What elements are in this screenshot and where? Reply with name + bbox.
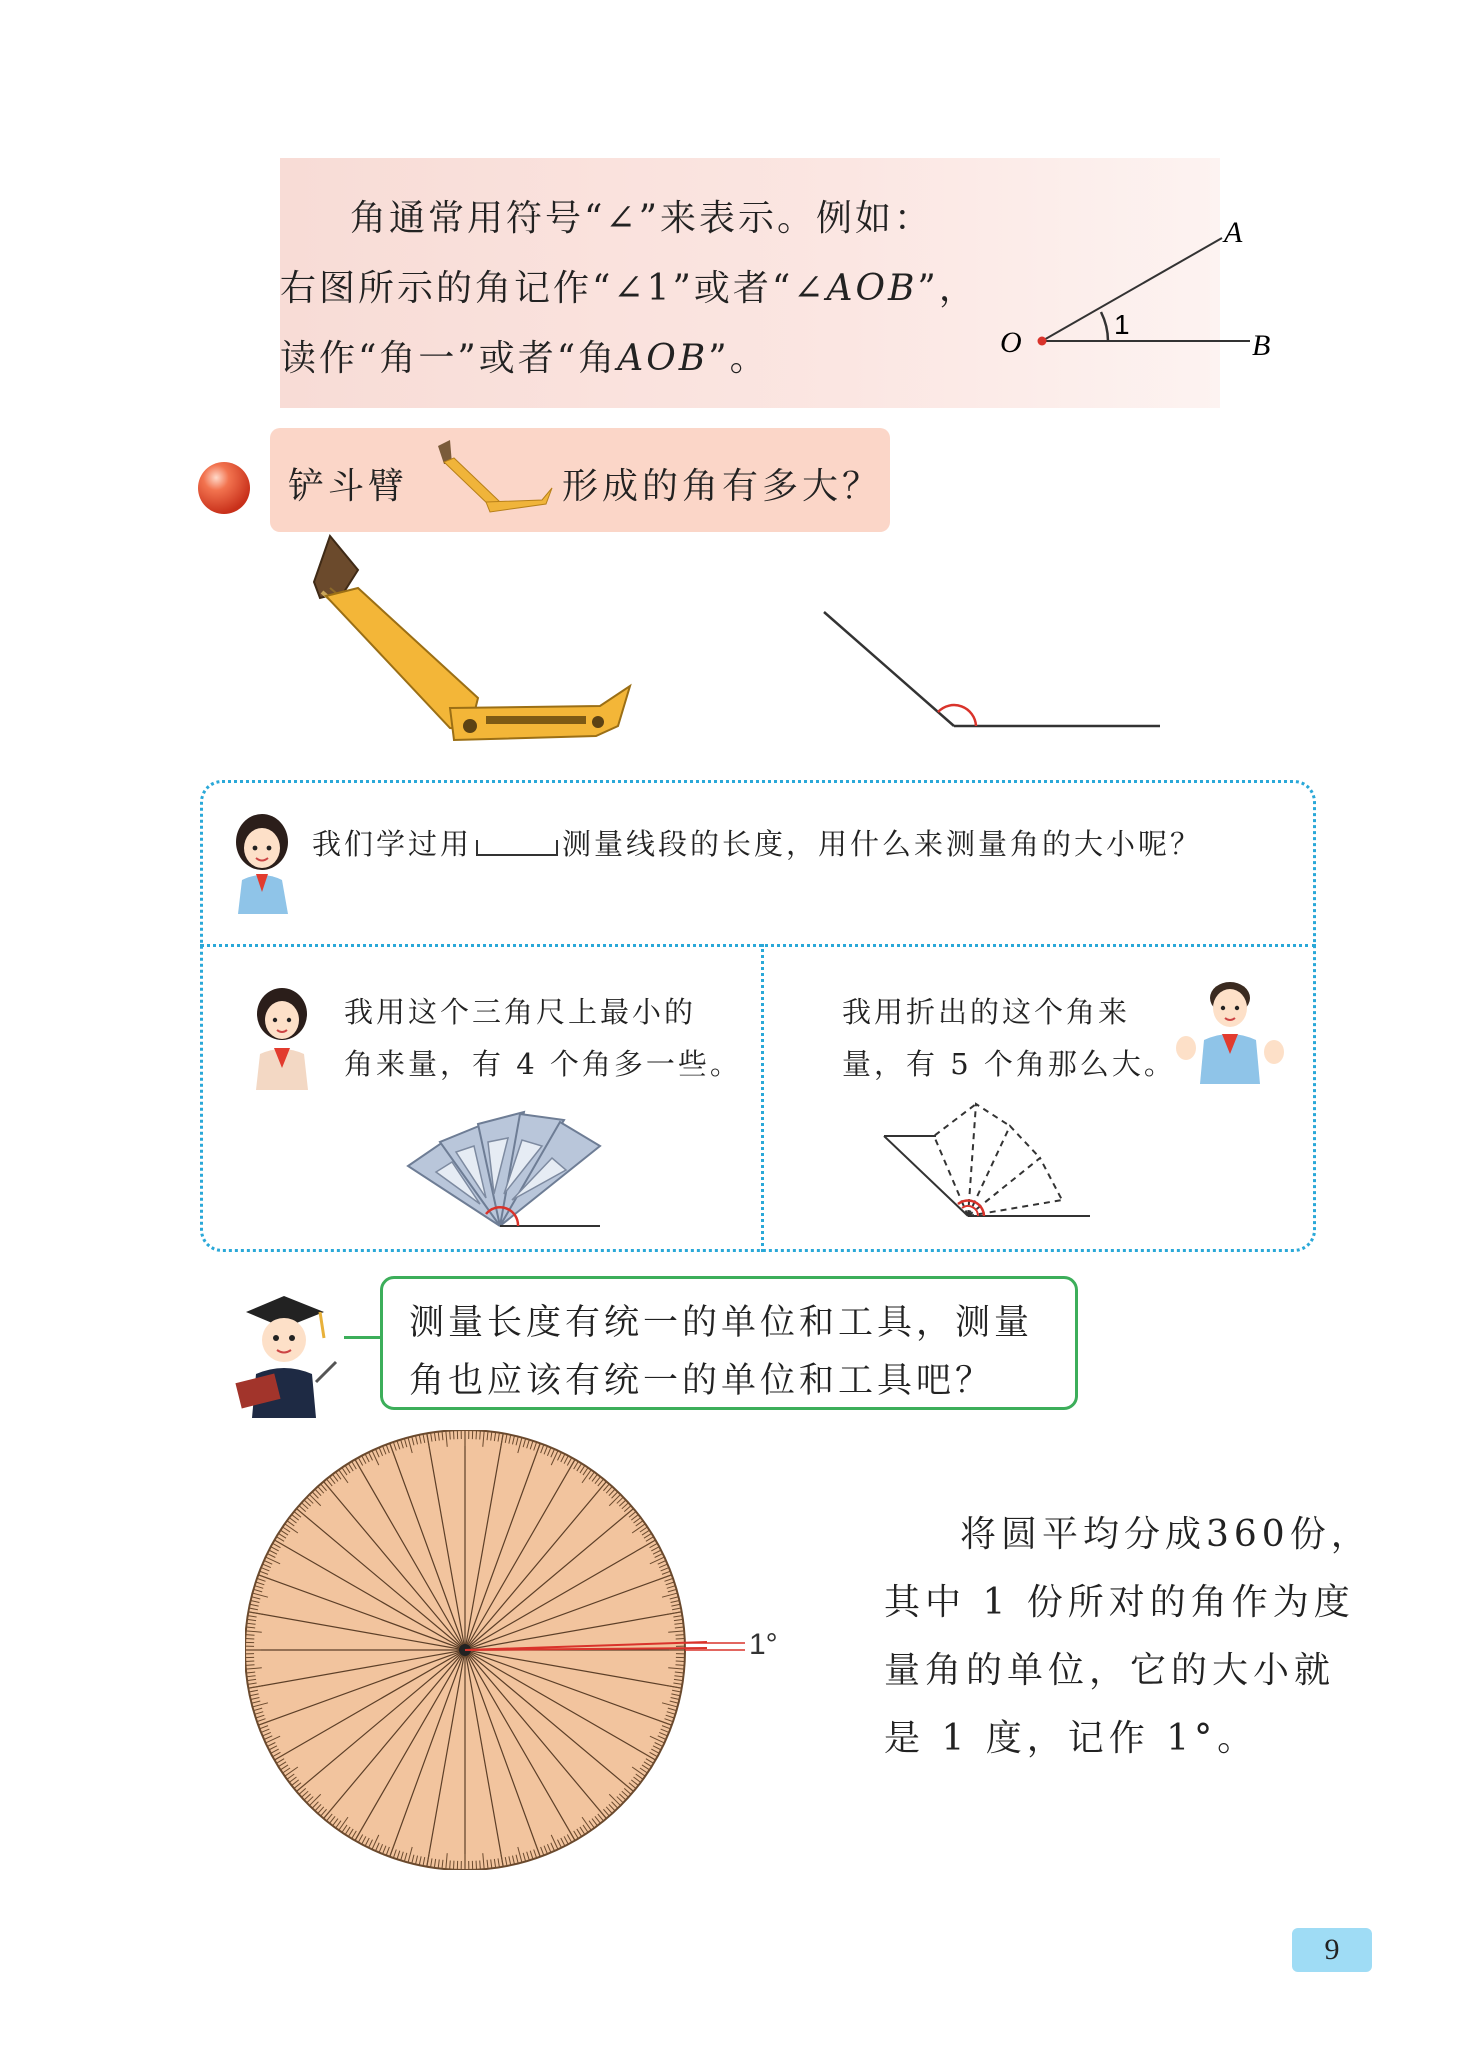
label-1: 1 xyxy=(1114,309,1130,340)
intro-line-2: 右图所示的角记作“∠1”或者“∠AOB”， xyxy=(280,268,978,309)
girl-avatar-top xyxy=(226,808,304,918)
bubble-line-1: 测量长度有统一的单位和工具，测量 xyxy=(409,1303,1034,1343)
degree-tick xyxy=(450,1860,451,1869)
question-suffix: 形成的角有多大？ xyxy=(562,466,883,507)
dialog-divider-horizontal xyxy=(200,944,1316,947)
right-cell-line-1: 我用折出的这个角来 xyxy=(842,995,1131,1029)
label-o: O xyxy=(1000,326,1022,359)
page-number: 9 xyxy=(1292,1928,1372,1972)
definition-line-4: 是 1 度，记作 1°。 xyxy=(884,1718,1259,1759)
doctor-speech-bubble xyxy=(380,1276,1078,1410)
left-cell-line-2: 角来量，有 4 个角多一些。 xyxy=(344,1047,742,1081)
question-ball-icon xyxy=(196,460,252,516)
girl-question-text: 我们学过用 测量线段的长度，用什么来测量角的大小呢？ xyxy=(312,827,1203,861)
dialog-divider-vertical xyxy=(761,944,764,1252)
degree-circle-diagram xyxy=(245,1430,805,1870)
question-box xyxy=(270,428,890,532)
degree-tick xyxy=(246,1665,255,1666)
left-cell-line-1: 我用这个三角尺上最小的 xyxy=(344,995,697,1029)
intro-line-3: 读作“角一”或者“角AOB”。 xyxy=(280,338,769,379)
excavator-arm-illustration xyxy=(300,530,650,750)
small-shovel-arm-icon xyxy=(430,438,560,522)
question-prefix: 铲斗臂 xyxy=(288,466,409,507)
boy-avatar-right xyxy=(1170,974,1290,1088)
degree-tick xyxy=(480,1860,481,1869)
triangle-rulers-illustration xyxy=(400,1106,610,1236)
degree-tick xyxy=(480,1431,481,1440)
degree-tick xyxy=(675,1665,684,1666)
label-b: B xyxy=(1252,329,1271,362)
definition-line-3: 量角的单位，它的大小就 xyxy=(884,1650,1336,1691)
folded-angles-illustration xyxy=(878,1096,1098,1226)
label-a: A xyxy=(1224,216,1243,249)
one-degree-label: 1° xyxy=(749,1628,778,1661)
bubble-line-2: 角也应该有统一的单位和工具吧？ xyxy=(409,1361,995,1401)
definition-line-1: 将圆平均分成360份， xyxy=(960,1514,1372,1555)
abstract-angle-diagram xyxy=(810,600,1170,740)
angle-aob-diagram xyxy=(990,210,1290,370)
degree-tick xyxy=(246,1635,255,1636)
doctor-boy-avatar xyxy=(224,1282,344,1422)
right-cell-line-2: 量，有 5 个角那么大。 xyxy=(842,1047,1176,1081)
bubble-pointer xyxy=(344,1336,382,1339)
ruler-blank xyxy=(476,840,558,856)
degree-tick xyxy=(675,1635,684,1636)
intro-line-1: 角通常用符号“∠”来表示。例如： xyxy=(350,198,933,239)
girl-avatar-left xyxy=(244,982,322,1094)
degree-tick xyxy=(450,1431,451,1440)
definition-line-2: 其中 1 份所对的角作为度 xyxy=(884,1582,1355,1623)
